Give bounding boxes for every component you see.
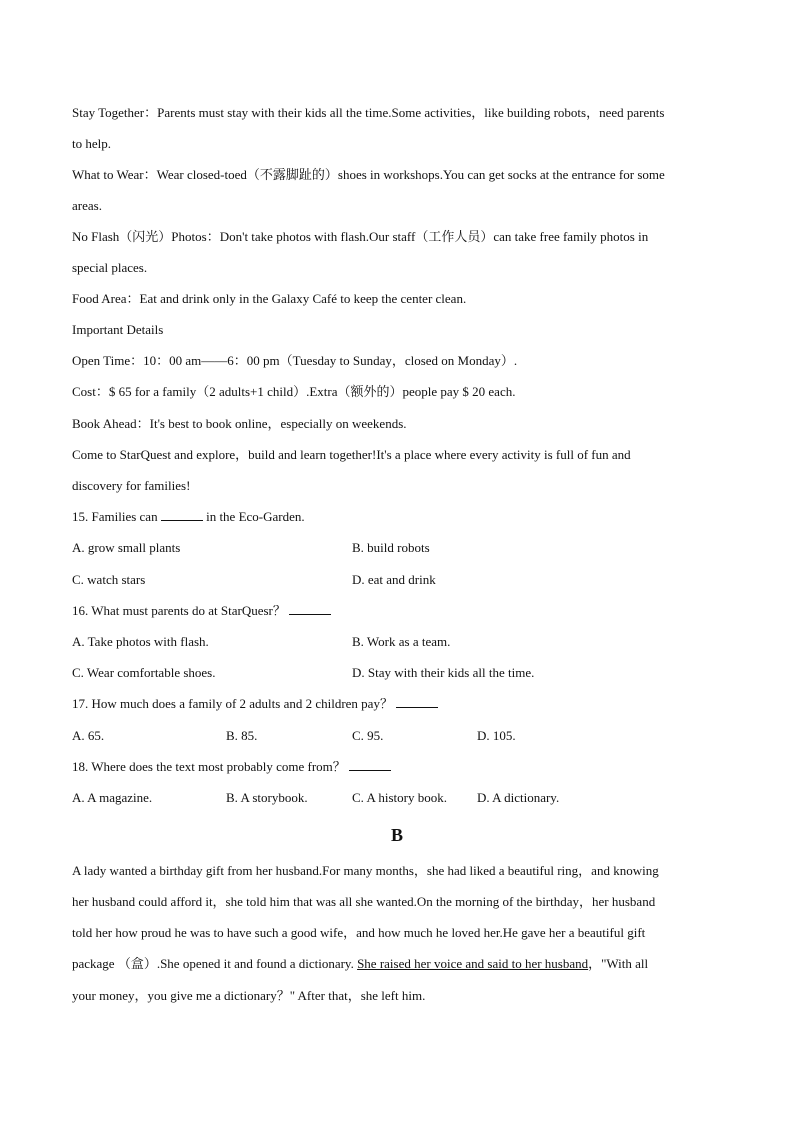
line-4-text-after: ，"With all [588, 956, 649, 971]
question-17-stem [72, 696, 438, 712]
question-18-option-a[interactable]: A. A magazine. [72, 790, 153, 805]
question-18-option-c[interactable]: C. A history book. [352, 790, 447, 805]
what-to-wear-line-1: What to Wear：Wear closed-toed（不露脚趾的）shoes in workshops.You can get socks at the entrance for some [72, 167, 665, 182]
question-15-text-before: 15. Families can [72, 509, 158, 524]
stay-together-line-2: to help. [72, 136, 111, 151]
question-16-stem [72, 603, 331, 619]
question-18-option-b[interactable]: B. A storybook. [226, 790, 308, 805]
question-16-text: 16. What must parents do at StarQuesr？ [72, 603, 286, 618]
question-17-option-a[interactable]: A. 65. [72, 728, 105, 743]
question-15-option-b[interactable]: B. build robots [352, 540, 430, 555]
closing-line-2: discovery for families! [72, 478, 191, 493]
food-area-line: Food Area：Eat and drink only in the Galaxy Café to keep the center clean. [72, 291, 467, 306]
section-b-paragraph-line-3: told her how proud he was to have such a good wife，and how much he loved her.He gave her a beautiful gift [72, 925, 646, 940]
section-b-paragraph-line-5: your money，you give me a dictionary？" After that，she left him. [72, 988, 426, 1003]
important-details-heading: Important Details [72, 322, 164, 337]
section-b-heading: B [390, 825, 403, 845]
question-17-blank[interactable] [396, 707, 438, 708]
cost-line: Cost：$ 65 for a family（2 adults+1 child）.Extra（额外的）people pay $ 20 each. [72, 384, 516, 399]
question-15-stem [72, 509, 305, 525]
underlined-sentence: She raised her voice and said to her husband [357, 956, 589, 971]
section-b-paragraph-line-1: A lady wanted a birthday gift from her husband.For many months，she had liked a beautiful ring，and knowing [72, 863, 659, 878]
question-15-option-d[interactable]: D. eat and drink [352, 572, 436, 587]
stay-together-line-1: Stay Together：Parents must stay with their kids all the time.Some activities，like building robots，need parents [72, 105, 665, 120]
question-18-text: 18. Where does the text most probably come from？ [72, 759, 346, 774]
question-17-text: 17. How much does a family of 2 adults and 2 children pay？ [72, 696, 393, 711]
section-b-paragraph-line-2: her husband could afford it，she told him that was all she wanted.On the morning of the birthday，her husband [72, 894, 656, 909]
question-16-option-c[interactable]: C. Wear comfortable shoes. [72, 665, 216, 680]
no-flash-line-1: No Flash（闪光）Photos：Don't take photos with flash.Our staff（工作人员）can take free family photos in [72, 229, 649, 244]
question-17-option-d[interactable]: D. 105. [477, 728, 516, 743]
question-17-option-c[interactable]: C. 95. [352, 728, 384, 743]
question-15-option-a[interactable]: A. grow small plants [72, 540, 181, 555]
section-b-paragraph-line-4 [72, 956, 648, 972]
question-18-option-d[interactable]: D. A dictionary. [477, 790, 560, 805]
question-15-text-after: in the Eco-Garden. [206, 509, 305, 524]
question-17-option-b[interactable]: B. 85. [226, 728, 258, 743]
question-18-blank[interactable] [349, 770, 391, 771]
no-flash-line-2: special places. [72, 260, 148, 275]
question-15-blank[interactable] [161, 520, 203, 521]
question-16-option-d[interactable]: D. Stay with their kids all the time. [352, 665, 535, 680]
closing-line-1: Come to StarQuest and explore，build and learn together!It's a place where every activity is full of fun and [72, 447, 631, 462]
what-to-wear-line-2: areas. [72, 198, 102, 213]
question-16-option-a[interactable]: A. Take photos with flash. [72, 634, 209, 649]
open-time-line: Open Time：10：00 am——6：00 pm（Tuesday to Sunday，closed on Monday）. [72, 353, 518, 368]
question-16-option-b[interactable]: B. Work as a team. [352, 634, 451, 649]
question-16-blank[interactable] [289, 614, 331, 615]
question-18-stem [72, 759, 391, 775]
line-4-text-before: package （盒）.She opened it and found a dictionary. [72, 956, 354, 971]
book-ahead-line: Book Ahead：It's best to book online，especially on weekends. [72, 416, 407, 431]
question-15-option-c[interactable]: C. watch stars [72, 572, 146, 587]
